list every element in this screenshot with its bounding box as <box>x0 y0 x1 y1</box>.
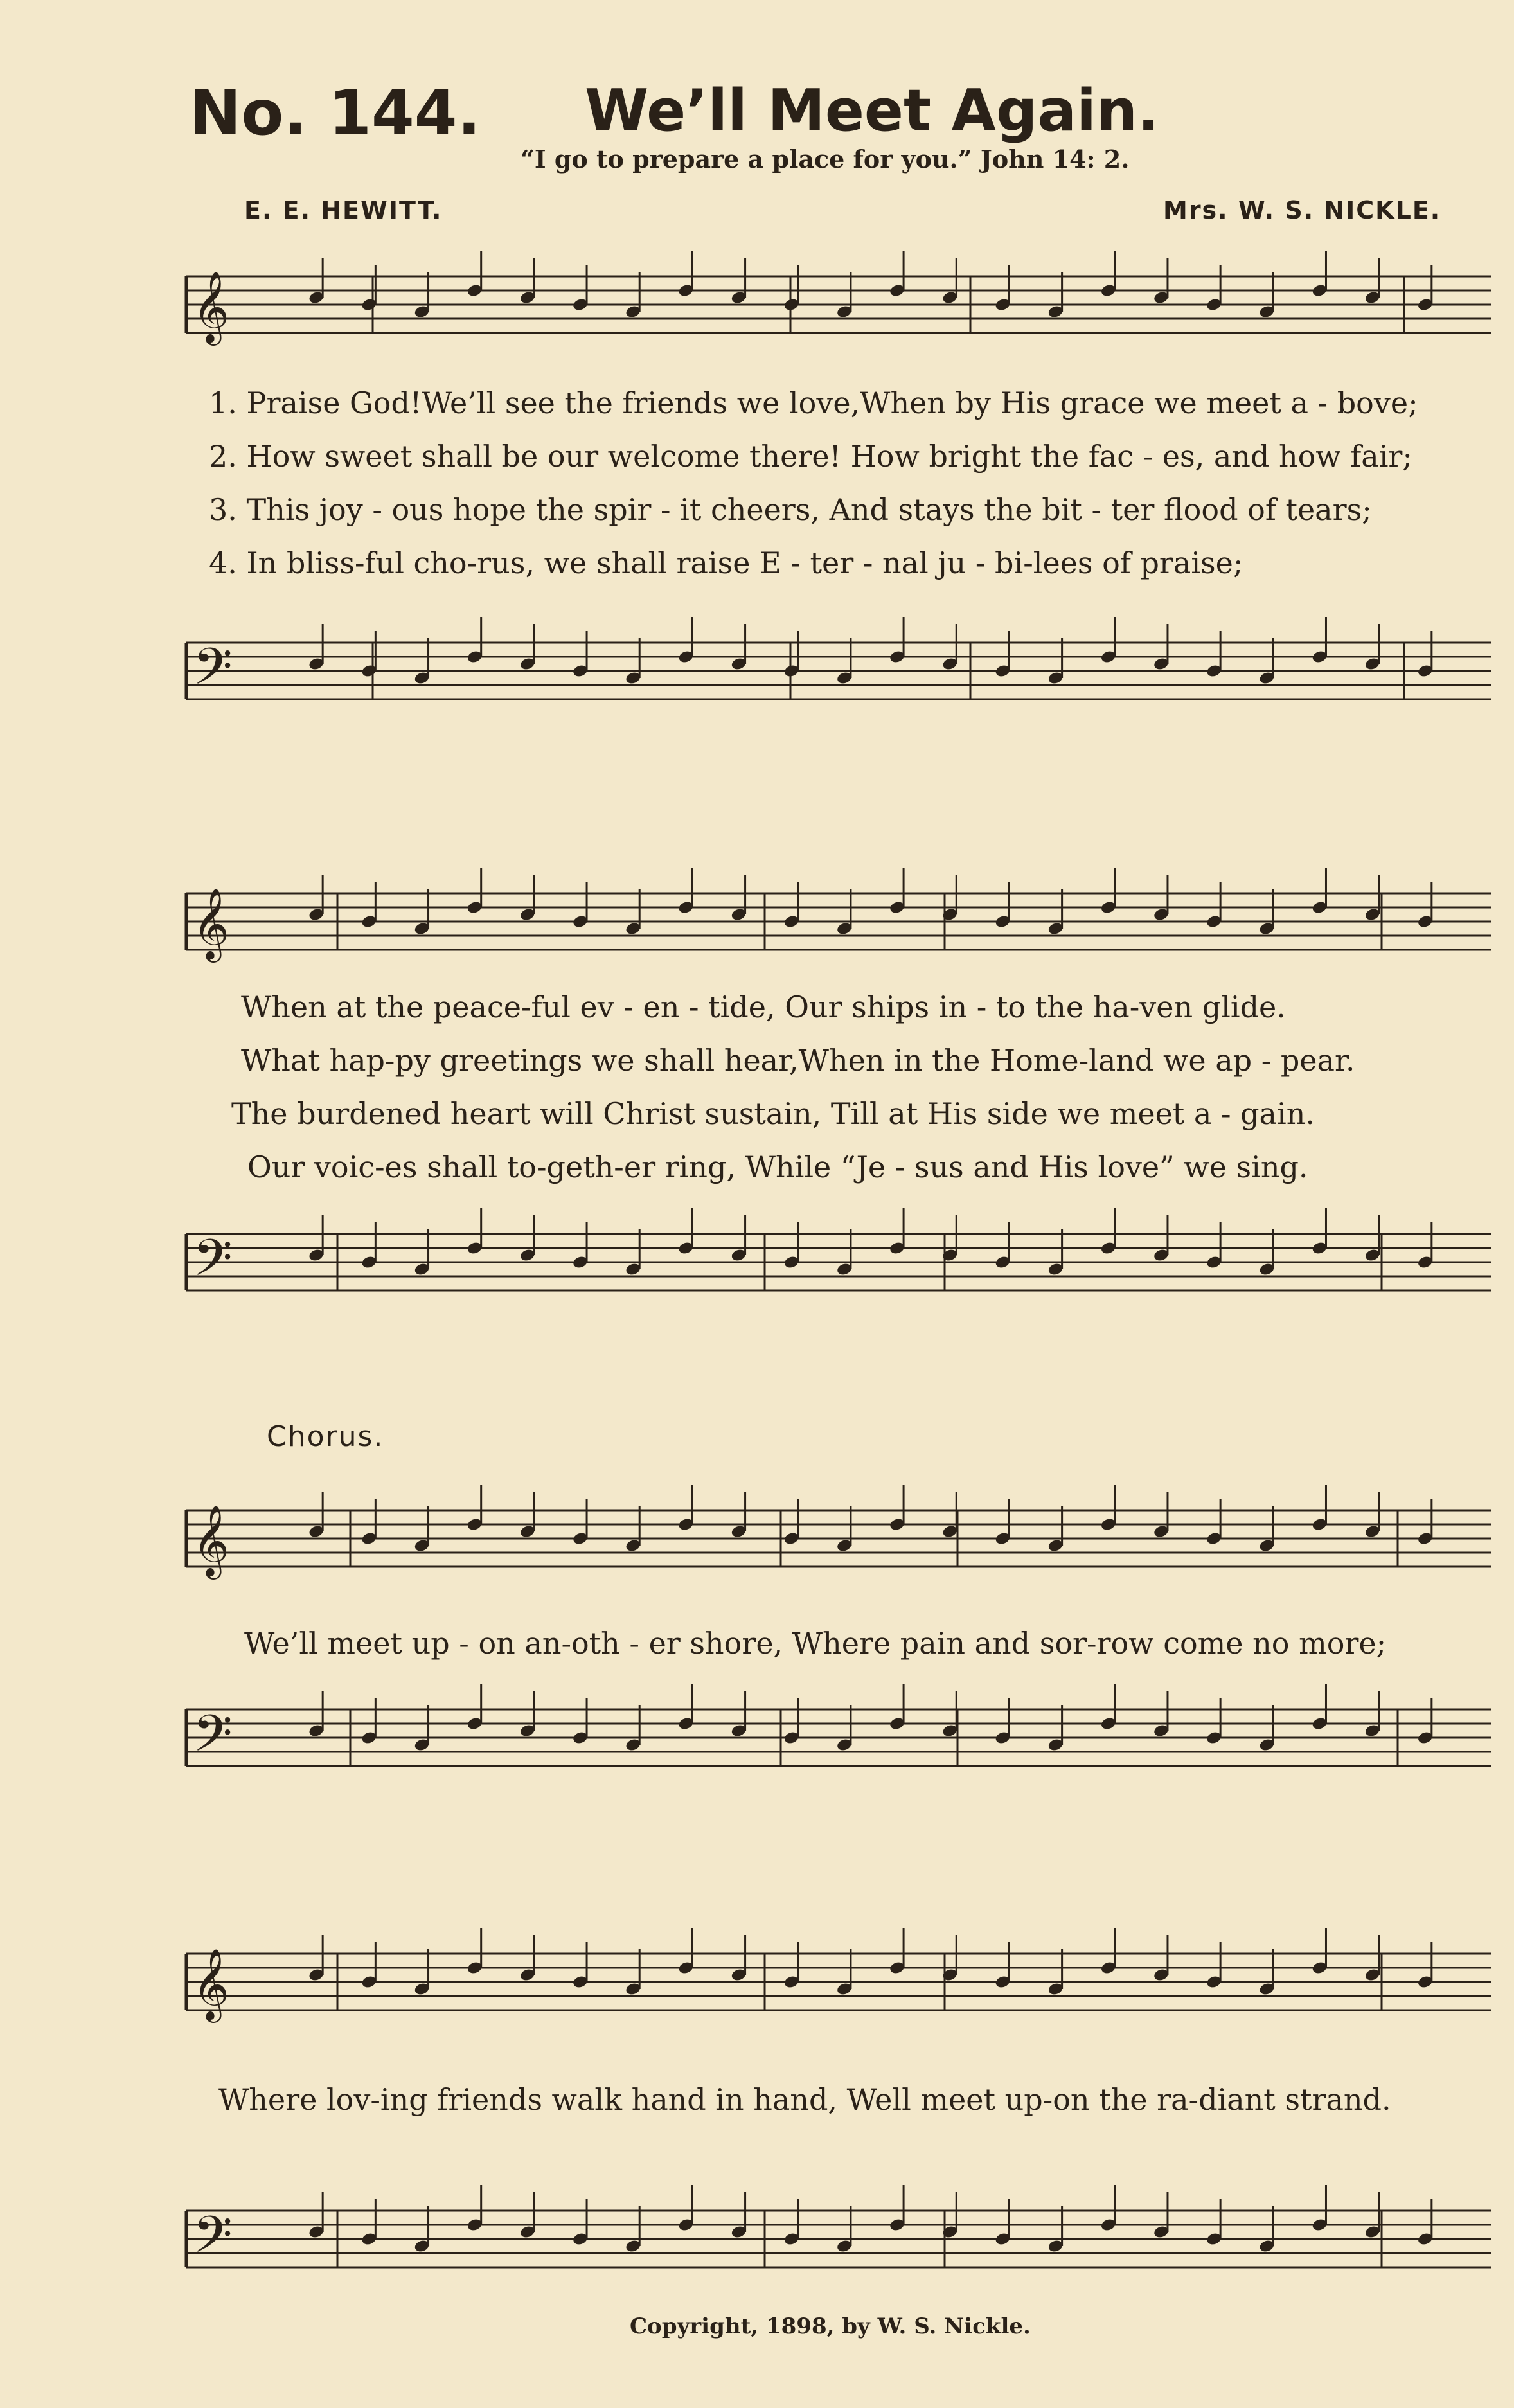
system1-treble-clef: 𝄞 <box>193 271 229 343</box>
chorus-line-2: Where lov-ing friends walk hand in hand, Well meet up-on the ra-diant strand. <box>218 2082 1391 2117</box>
system4-treble-clef: 𝄞 <box>193 1948 229 2020</box>
system2-treble-clef: 𝄞 <box>193 887 229 959</box>
system3-bass-clef: 𝄢 <box>193 1704 233 1776</box>
system1-bass-clef: 𝄢 <box>193 637 233 709</box>
chorus-line-1: We’ll meet up - on an-oth - er shore, Where pain and sor-row come no more; <box>244 1626 1387 1661</box>
verse-line-3a: 3. This joy - ous hope the spir - it cheers, And stays the bit - ter flood of tears; <box>209 492 1372 527</box>
system2-bass-clef: 𝄢 <box>193 1228 233 1300</box>
chorus-label: Chorus. <box>267 1420 384 1453</box>
verse-line-2a: 2. How sweet shall be our welcome there! How bright the fac - es, and how fair; <box>209 439 1412 474</box>
verse-line-2b: What hap-py greetings we shall hear,When in the Home-land we ap - pear. <box>241 1043 1355 1078</box>
verse-line-4b: Our voic-es shall to-geth-er ring, While “Je - sus and His love” we sing. <box>247 1150 1308 1184</box>
verse-line-1b: When at the peace-ful ev - en - tide, Our ships in - to the ha-ven glide. <box>241 990 1286 1024</box>
hymn-title: We’ll Meet Again. <box>585 77 1160 145</box>
copyright-notice: Copyright, 1898, by W. S. Nickle. <box>630 2314 1031 2339</box>
verse-line-1a: 1. Praise God!We’ll see the friends we love,When by His grace we meet a - bove; <box>209 386 1418 420</box>
scripture-reference: “I go to prepare a place for you.” John 14: 2. <box>521 145 1130 174</box>
system4-bass-clef: 𝄢 <box>193 2205 233 2277</box>
composer-credit: Mrs. W. S. NICKLE. <box>1163 196 1441 224</box>
lyricist-credit: E. E. HEWITT. <box>244 196 443 224</box>
hymn-number: No. 144. <box>190 77 481 149</box>
system3-treble-clef: 𝄞 <box>193 1504 229 1576</box>
verse-line-3b: The burdened heart will Christ sustain, Till at His side we meet a - gain. <box>231 1096 1315 1131</box>
verse-line-4a: 4. In bliss-ful cho-rus, we shall raise E - ter - nal ju - bi-lees of praise; <box>209 546 1243 580</box>
